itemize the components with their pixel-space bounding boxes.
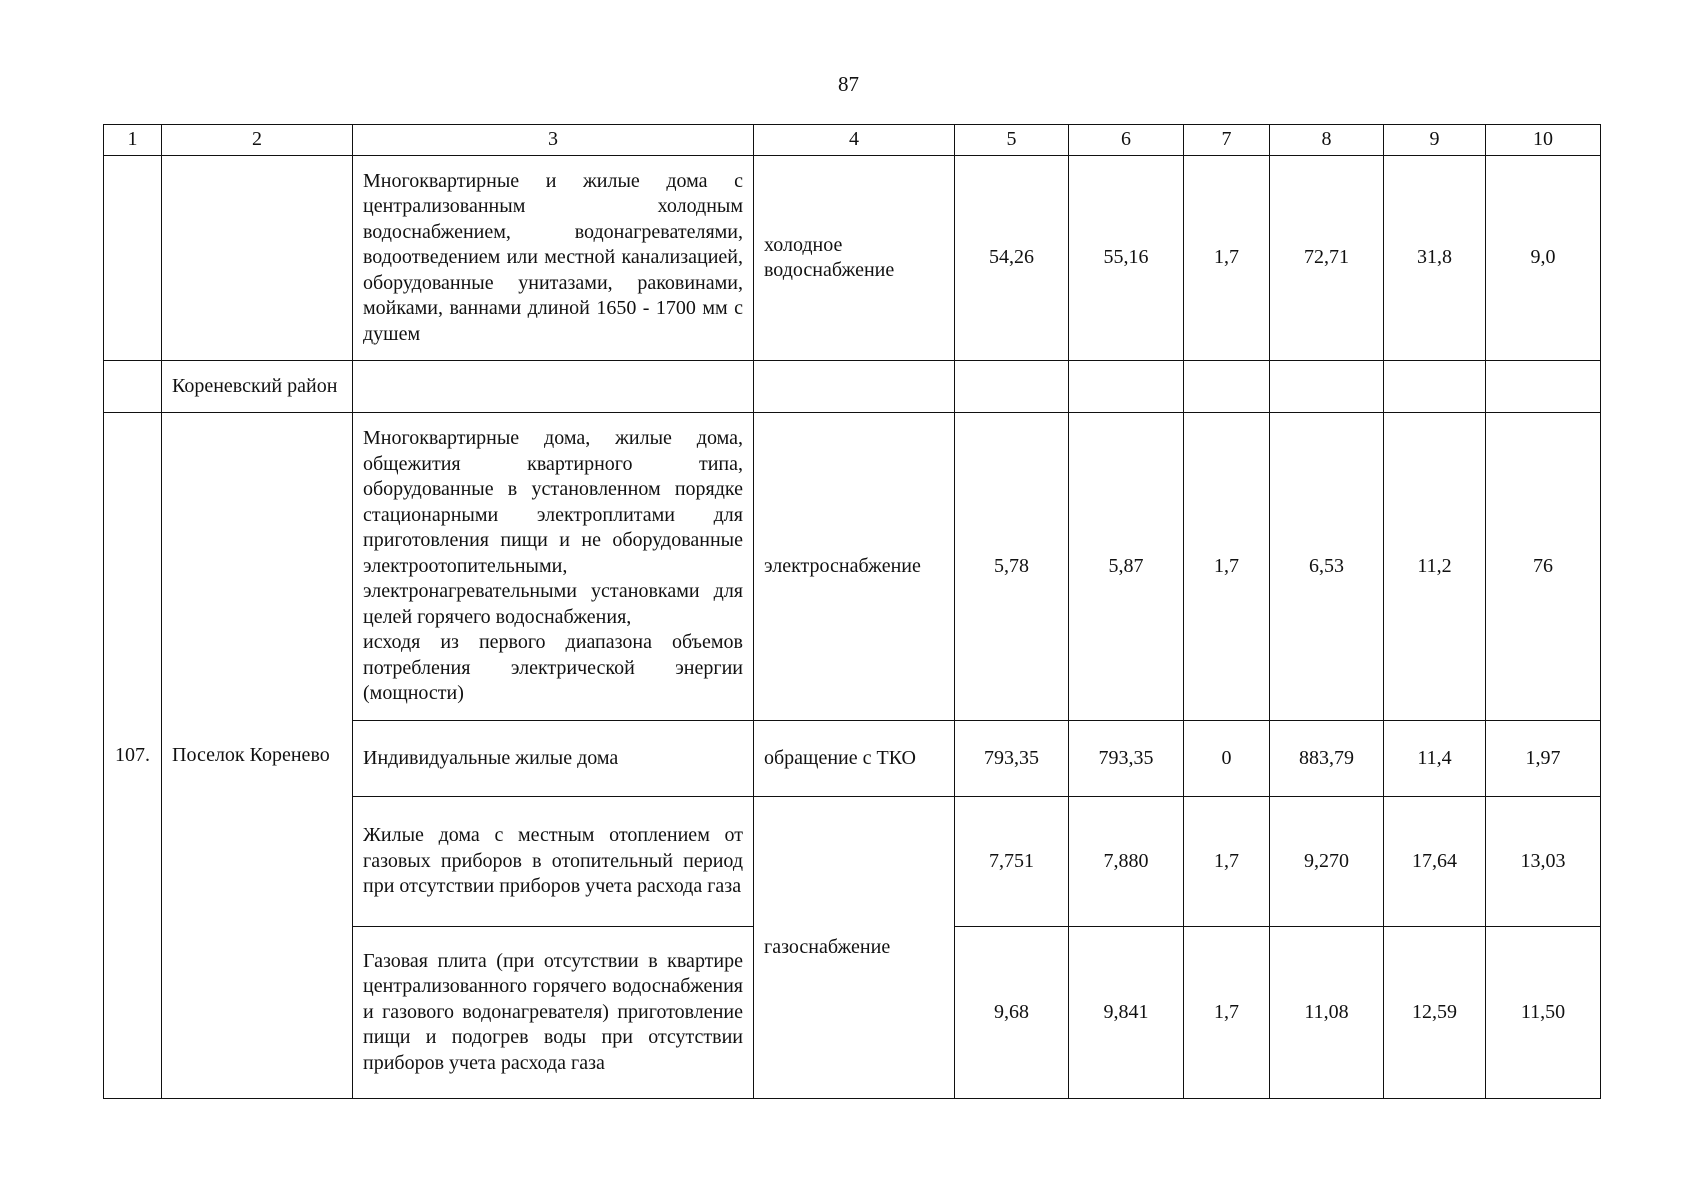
value-cell: 11,2 [1384, 413, 1486, 721]
header-cell: 6 [1069, 125, 1184, 156]
header-cell: 8 [1270, 125, 1384, 156]
empty-cell [955, 361, 1069, 413]
value-cell: 5,78 [955, 413, 1069, 721]
header-cell: 9 [1384, 125, 1486, 156]
value-cell: 76 [1486, 413, 1601, 721]
value-cell: 31,8 [1384, 156, 1486, 361]
value-cell: 9,0 [1486, 156, 1601, 361]
district-row [104, 361, 1601, 413]
header-cell: 4 [754, 125, 955, 156]
value-cell: 11,08 [1270, 927, 1384, 1099]
value-cell: 6,53 [1270, 413, 1384, 721]
empty-cell [353, 361, 754, 413]
empty-cell [1270, 361, 1384, 413]
page-number: 87 [838, 72, 859, 96]
housing-description: Газовая плита (при отсутствии в квартире централизованного горячего водоснабжения и газового водонагревателя) приготовление пищи и подогрев воды при отсутствии приборов учета расхода газа [353, 927, 754, 1099]
value-cell: 9,68 [955, 927, 1069, 1099]
header-cell: 7 [1184, 125, 1270, 156]
district-name: Кореневский район [162, 361, 353, 413]
header-cell: 10 [1486, 125, 1601, 156]
value-cell: 1,7 [1184, 156, 1270, 361]
value-cell: 55,16 [1069, 156, 1184, 361]
value-cell: 793,35 [1069, 721, 1184, 797]
value-cell: 9,270 [1270, 797, 1384, 927]
value-cell: 7,880 [1069, 797, 1184, 927]
housing-description: Многоквартирные и жилые дома с централизованным холодным водоснабжением, водонагревателями, водоотведением или местной канализацией, оборудованные унитазами, раковинами, мойками, ваннами длиной 1650 - 1700 мм с душем [353, 156, 754, 361]
service-type: газоснабжение [754, 797, 955, 1099]
value-cell: 1,7 [1184, 927, 1270, 1099]
value-cell: 11,50 [1486, 927, 1601, 1099]
row-number-cell [104, 156, 162, 361]
value-cell: 0 [1184, 721, 1270, 797]
housing-description: Многоквартирные дома, жилые дома, общежития квартирного типа, оборудованные в установленном порядке стационарными электроплитами для приготовления пищи и не оборудованные электроотопительными, электронагревательными установками для целей горячего водоснабжения, исходя из первого диапазона объемов потребления электрической энергии (мощности) [353, 413, 754, 721]
table-row [104, 413, 1601, 721]
empty-cell [1486, 361, 1601, 413]
housing-description: Жилые дома с местным отоплением от газовых приборов в отопительный период при отсутствии приборов учета расхода газа [353, 797, 754, 927]
housing-description: Индивидуальные жилые дома [353, 721, 754, 797]
empty-cell [1069, 361, 1184, 413]
settlement-cell [162, 156, 353, 361]
empty-cell [1384, 361, 1486, 413]
value-cell: 1,7 [1184, 413, 1270, 721]
value-cell: 9,841 [1069, 927, 1184, 1099]
value-cell: 793,35 [955, 721, 1069, 797]
header-cell: 1 [104, 125, 162, 156]
tariff-table [103, 124, 1601, 1099]
service-type: обращение с ТКО [754, 721, 955, 797]
value-cell: 5,87 [1069, 413, 1184, 721]
service-type: электроснабжение [754, 413, 955, 721]
header-row [104, 125, 1601, 156]
header-cell: 5 [955, 125, 1069, 156]
empty-cell [1184, 361, 1270, 413]
value-cell: 883,79 [1270, 721, 1384, 797]
table-row [104, 156, 1601, 361]
value-cell: 1,7 [1184, 797, 1270, 927]
value-cell: 12,59 [1384, 927, 1486, 1099]
row-number-cell [104, 361, 162, 413]
value-cell: 17,64 [1384, 797, 1486, 927]
value-cell: 7,751 [955, 797, 1069, 927]
service-type: холодное водоснабжение [754, 156, 955, 361]
value-cell: 72,71 [1270, 156, 1384, 361]
value-cell: 1,97 [1486, 721, 1601, 797]
value-cell: 11,4 [1384, 721, 1486, 797]
header-cell: 2 [162, 125, 353, 156]
empty-cell [754, 361, 955, 413]
row-number: 107. [104, 413, 162, 1099]
value-cell: 13,03 [1486, 797, 1601, 927]
header-cell: 3 [353, 125, 754, 156]
settlement-name: Поселок Коренево [162, 413, 353, 1099]
value-cell: 54,26 [955, 156, 1069, 361]
